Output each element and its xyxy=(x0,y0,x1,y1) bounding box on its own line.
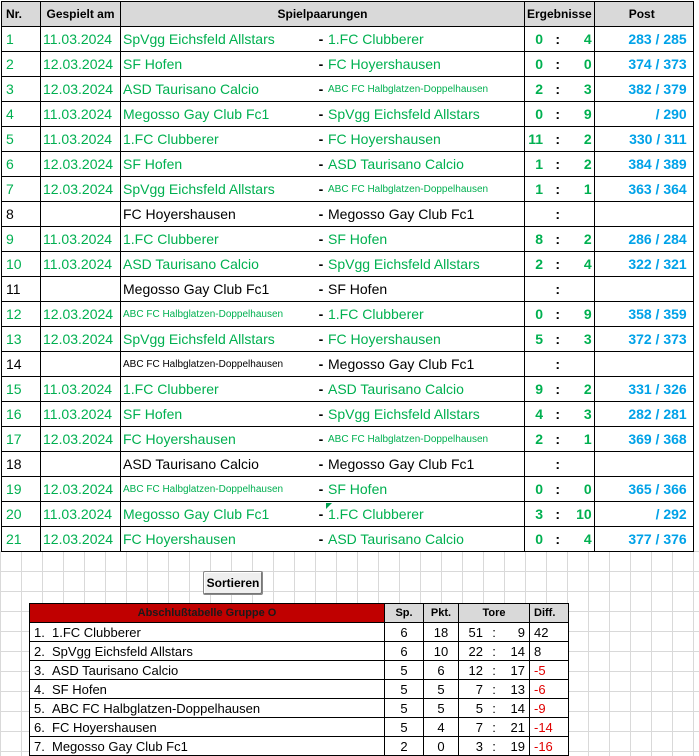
home-team: FC Hoyershausen xyxy=(121,202,317,227)
match-date xyxy=(41,202,121,227)
home-goals: 1 xyxy=(525,152,546,177)
home-goals: 0 xyxy=(525,527,546,552)
away-team: ABC FC Halbglatzen-Doppelhausen xyxy=(326,177,525,202)
home-team: FC Hoyershausen xyxy=(121,527,317,552)
standings-points: 4 xyxy=(424,718,459,737)
standings-games: 5 xyxy=(385,661,424,680)
match-date xyxy=(41,277,121,302)
match-nr: 14 xyxy=(2,352,41,377)
match-nr: 10 xyxy=(2,252,41,277)
match-nr: 11 xyxy=(2,277,41,302)
standings-goals-for: 7 xyxy=(459,718,488,737)
standings-goals-colon: : xyxy=(487,680,501,699)
home-goals xyxy=(525,352,546,377)
home-goals xyxy=(525,452,546,477)
home-goals: 11 xyxy=(525,127,546,152)
standings-goals-against: 21 xyxy=(501,718,530,737)
away-goals xyxy=(570,277,594,302)
pairing-dash: - xyxy=(316,277,326,302)
post-value: 384 / 389 xyxy=(594,152,693,177)
standings-team-name: SF Hofen xyxy=(52,681,107,697)
match-nr: 13 xyxy=(2,327,41,352)
home-team: ABC FC Halbglatzen-Doppelhausen xyxy=(121,352,317,377)
home-goals: 0 xyxy=(525,302,546,327)
col-header-nr: Nr. xyxy=(2,2,41,27)
match-date: 11.03.2024 xyxy=(41,502,121,527)
home-goals xyxy=(525,202,546,227)
home-goals: 5 xyxy=(525,327,546,352)
match-row xyxy=(2,202,694,227)
home-goals xyxy=(525,277,546,302)
post-value: 374 / 373 xyxy=(594,52,693,77)
post-value: 330 / 311 xyxy=(594,127,693,152)
home-goals: 3 xyxy=(525,502,546,527)
post-value xyxy=(594,352,693,377)
standings-team-name: SpVgg Eichsfeld Allstars xyxy=(52,643,193,659)
pairing-dash: - xyxy=(316,302,326,327)
match-row xyxy=(2,352,694,377)
standings-goals-against: 17 xyxy=(501,661,530,680)
match-row xyxy=(2,452,694,477)
away-goals xyxy=(570,202,594,227)
standings-goals-against: 19 xyxy=(501,737,530,756)
match-row xyxy=(2,252,694,277)
match-row xyxy=(2,427,694,452)
pairing-dash: - xyxy=(316,77,326,102)
home-team: FC Hoyershausen xyxy=(121,427,317,452)
post-value: 365 / 366 xyxy=(594,477,693,502)
match-nr: 3 xyxy=(2,77,41,102)
home-team: 1.FC Clubberer xyxy=(121,127,317,152)
col-header-results: Ergebnisse xyxy=(525,2,595,27)
standings-rows xyxy=(30,623,569,756)
away-team: SpVgg Eichsfeld Allstars xyxy=(326,252,525,277)
standings-diff: -6 xyxy=(530,680,569,699)
match-nr: 18 xyxy=(2,452,41,477)
standings-goals-colon: : xyxy=(487,718,501,737)
match-row xyxy=(2,502,694,527)
match-nr: 21 xyxy=(2,527,41,552)
standings-games: 6 xyxy=(385,642,424,661)
standings-team-cell xyxy=(30,680,385,699)
post-value: / 292 xyxy=(594,502,693,527)
standings-rank: 3. xyxy=(34,662,45,678)
standings-goals-colon: : xyxy=(487,623,501,642)
score-colon: : xyxy=(545,52,570,77)
standings-row xyxy=(30,680,569,699)
away-team: SpVgg Eichsfeld Allstars xyxy=(326,102,525,127)
home-goals: 0 xyxy=(525,27,546,52)
match-date: 11.03.2024 xyxy=(41,402,121,427)
post-value: 372 / 373 xyxy=(594,327,693,352)
away-goals: 1 xyxy=(570,427,594,452)
score-colon: : xyxy=(545,452,570,477)
pairing-dash: - xyxy=(316,102,326,127)
match-date: 12.03.2024 xyxy=(41,52,121,77)
standings-team-name: ABC FC Halbglatzen-Doppelhausen xyxy=(52,700,261,716)
match-nr: 17 xyxy=(2,427,41,452)
home-goals: 2 xyxy=(525,77,546,102)
away-goals xyxy=(570,352,594,377)
standings-row xyxy=(30,718,569,737)
home-goals: 0 xyxy=(525,52,546,77)
match-date: 11.03.2024 xyxy=(41,252,121,277)
post-value: 282 / 281 xyxy=(594,402,693,427)
away-goals: 9 xyxy=(570,102,594,127)
home-goals: 0 xyxy=(525,102,546,127)
standings-row xyxy=(30,699,569,718)
pairing-dash: - xyxy=(316,127,326,152)
post-value: 369 / 368 xyxy=(594,427,693,452)
pairing-dash: - xyxy=(316,327,326,352)
standings-goals-for: 51 xyxy=(459,623,488,642)
pairing-dash: - xyxy=(316,402,326,427)
match-row xyxy=(2,77,694,102)
away-goals: 9 xyxy=(570,302,594,327)
standings-diff: -9 xyxy=(530,699,569,718)
standings-diff: -5 xyxy=(530,661,569,680)
match-row xyxy=(2,402,694,427)
match-date: 11.03.2024 xyxy=(41,227,121,252)
home-goals: 1 xyxy=(525,177,546,202)
score-colon: : xyxy=(545,377,570,402)
match-nr: 16 xyxy=(2,402,41,427)
away-team: Megosso Gay Club Fc1 xyxy=(326,352,525,377)
match-row xyxy=(2,177,694,202)
post-value xyxy=(594,202,693,227)
match-nr: 2 xyxy=(2,52,41,77)
match-date: 12.03.2024 xyxy=(41,327,121,352)
standings-row xyxy=(30,623,569,642)
away-team: ASD Taurisano Calcio xyxy=(326,377,525,402)
post-value xyxy=(594,452,693,477)
away-team: Megosso Gay Club Fc1 xyxy=(326,452,525,477)
standings-col-sp: Sp. xyxy=(385,604,424,623)
match-nr: 1 xyxy=(2,27,41,52)
home-goals: 9 xyxy=(525,377,546,402)
match-date: 11.03.2024 xyxy=(41,377,121,402)
pairing-dash: - xyxy=(316,177,326,202)
away-team: 1.FC Clubberer xyxy=(326,502,525,527)
standings-goals-against: 13 xyxy=(501,680,530,699)
away-goals: 2 xyxy=(570,152,594,177)
standings-diff: 8 xyxy=(530,642,569,661)
home-team: SpVgg Eichsfeld Allstars xyxy=(121,27,317,52)
home-team: ABC FC Halbglatzen-Doppelhausen xyxy=(121,302,317,327)
score-colon: : xyxy=(545,202,570,227)
standings-points: 6 xyxy=(424,661,459,680)
standings-games: 5 xyxy=(385,680,424,699)
standings-goals-against: 9 xyxy=(501,623,530,642)
standings-title: Abschlußtabelle Gruppe O xyxy=(30,604,385,623)
score-colon: : xyxy=(545,302,570,327)
standings-team-cell xyxy=(30,642,385,661)
standings-row xyxy=(30,642,569,661)
home-team: SF Hofen xyxy=(121,152,317,177)
pairing-dash: - xyxy=(316,377,326,402)
match-nr: 7 xyxy=(2,177,41,202)
score-colon: : xyxy=(545,277,570,302)
away-goals: 4 xyxy=(570,252,594,277)
match-schedule-table xyxy=(1,1,694,552)
standings-goals-for: 12 xyxy=(459,661,488,680)
score-colon: : xyxy=(545,252,570,277)
standings-goals-for: 22 xyxy=(459,642,488,661)
standings-row xyxy=(30,661,569,680)
standings-diff: 42 xyxy=(530,623,569,642)
home-team: ASD Taurisano Calcio xyxy=(121,252,317,277)
standings-rank: 1. xyxy=(34,624,45,640)
home-goals: 2 xyxy=(525,427,546,452)
score-colon: : xyxy=(545,402,570,427)
home-goals: 4 xyxy=(525,402,546,427)
standings-team-cell xyxy=(30,661,385,680)
match-date: 12.03.2024 xyxy=(41,527,121,552)
away-goals: 3 xyxy=(570,327,594,352)
match-date: 11.03.2024 xyxy=(41,127,121,152)
pairing-dash: - xyxy=(316,477,326,502)
match-row xyxy=(2,377,694,402)
match-row xyxy=(2,477,694,502)
standings-team-cell xyxy=(30,718,385,737)
post-value xyxy=(594,277,693,302)
standings-goals-colon: : xyxy=(487,699,501,718)
standings-rank: 7. xyxy=(34,738,45,754)
score-colon: : xyxy=(545,327,570,352)
score-colon: : xyxy=(545,152,570,177)
away-team: ASD Taurisano Calcio xyxy=(326,527,525,552)
away-goals: 3 xyxy=(570,402,594,427)
standings-team-name: ASD Taurisano Calcio xyxy=(52,662,179,678)
score-colon: : xyxy=(545,102,570,127)
pairing-dash: - xyxy=(316,227,326,252)
col-header-pairings: Spielpaarungen xyxy=(121,2,525,27)
away-goals: 4 xyxy=(570,527,594,552)
standings-goals-colon: : xyxy=(487,642,501,661)
match-nr: 20 xyxy=(2,502,41,527)
pairing-dash: - xyxy=(316,202,326,227)
home-team: Megosso Gay Club Fc1 xyxy=(121,502,317,527)
match-nr: 8 xyxy=(2,202,41,227)
match-rows xyxy=(2,27,694,552)
score-colon: : xyxy=(545,227,570,252)
away-team: FC Hoyershausen xyxy=(326,327,525,352)
away-team: SF Hofen xyxy=(326,227,525,252)
home-goals: 8 xyxy=(525,227,546,252)
match-date: 12.03.2024 xyxy=(41,427,121,452)
score-colon: : xyxy=(545,352,570,377)
post-value: 377 / 376 xyxy=(594,527,693,552)
pairing-dash: - xyxy=(316,252,326,277)
home-team: ABC FC Halbglatzen-Doppelhausen xyxy=(121,477,317,502)
match-date: 12.03.2024 xyxy=(41,177,121,202)
away-goals: 0 xyxy=(570,477,594,502)
away-team: ABC FC Halbglatzen-Doppelhausen xyxy=(326,427,525,452)
pairing-dash: - xyxy=(316,152,326,177)
standings-goals-against: 14 xyxy=(501,642,530,661)
home-team: 1.FC Clubberer xyxy=(121,227,317,252)
match-date: 12.03.2024 xyxy=(41,152,121,177)
score-colon: : xyxy=(545,177,570,202)
match-row xyxy=(2,152,694,177)
pairing-dash: - xyxy=(316,27,326,52)
standings-rank: 5. xyxy=(34,700,45,716)
standings-rank: 2. xyxy=(34,643,45,659)
standings-goals-colon: : xyxy=(487,737,501,756)
match-nr: 19 xyxy=(2,477,41,502)
away-team: SF Hofen xyxy=(326,477,525,502)
match-nr: 15 xyxy=(2,377,41,402)
standings-team-name: 1.FC Clubberer xyxy=(52,624,141,640)
away-goals xyxy=(570,452,594,477)
standings-header-row xyxy=(30,604,569,623)
score-colon: : xyxy=(545,502,570,527)
home-team: SF Hofen xyxy=(121,52,317,77)
match-row xyxy=(2,527,694,552)
standings-col-pkt: Pkt. xyxy=(424,604,459,623)
score-colon: : xyxy=(545,27,570,52)
away-goals: 2 xyxy=(570,227,594,252)
standings-games: 6 xyxy=(385,623,424,642)
score-colon: : xyxy=(545,127,570,152)
match-nr: 5 xyxy=(2,127,41,152)
match-row xyxy=(2,102,694,127)
standings-goals-for: 3 xyxy=(459,737,488,756)
away-team: FC Hoyershausen xyxy=(326,52,525,77)
pairing-dash: - xyxy=(316,352,326,377)
home-goals: 0 xyxy=(525,477,546,502)
away-goals: 0 xyxy=(570,52,594,77)
home-team: Megosso Gay Club Fc1 xyxy=(121,102,317,127)
home-team: ASD Taurisano Calcio xyxy=(121,452,317,477)
standings-rank: 6. xyxy=(34,719,45,735)
match-row xyxy=(2,302,694,327)
match-date xyxy=(41,352,121,377)
match-row xyxy=(2,227,694,252)
standings-table xyxy=(29,603,569,756)
match-row xyxy=(2,277,694,302)
standings-goals-colon: : xyxy=(487,661,501,680)
match-nr: 9 xyxy=(2,227,41,252)
away-goals: 2 xyxy=(570,377,594,402)
home-goals: 2 xyxy=(525,252,546,277)
post-value: 363 / 364 xyxy=(594,177,693,202)
match-date: 12.03.2024 xyxy=(41,477,121,502)
away-team: 1.FC Clubberer xyxy=(326,27,525,52)
post-value: 322 / 321 xyxy=(594,252,693,277)
score-colon: : xyxy=(545,527,570,552)
away-goals: 2 xyxy=(570,127,594,152)
standings-team-cell xyxy=(30,623,385,642)
standings-points: 10 xyxy=(424,642,459,661)
away-goals: 3 xyxy=(570,77,594,102)
home-team: 1.FC Clubberer xyxy=(121,377,317,402)
away-team: ABC FC Halbglatzen-Doppelhausen xyxy=(326,77,525,102)
post-value: 286 / 284 xyxy=(594,227,693,252)
standings-games: 5 xyxy=(385,699,424,718)
match-nr: 12 xyxy=(2,302,41,327)
pairing-dash: - xyxy=(316,527,326,552)
match-row xyxy=(2,327,694,352)
standings-goals-against: 14 xyxy=(501,699,530,718)
away-team: SpVgg Eichsfeld Allstars xyxy=(326,402,525,427)
standings-col-diff: Diff. xyxy=(530,604,569,623)
standings-team-name: FC Hoyershausen xyxy=(52,719,157,735)
home-team: SpVgg Eichsfeld Allstars xyxy=(121,177,317,202)
home-team: ASD Taurisano Calcio xyxy=(121,77,317,102)
score-colon: : xyxy=(545,477,570,502)
standings-rank: 4. xyxy=(34,681,45,697)
match-nr: 6 xyxy=(2,152,41,177)
post-value: 283 / 285 xyxy=(594,27,693,52)
score-colon: : xyxy=(545,77,570,102)
match-date: 11.03.2024 xyxy=(41,27,121,52)
pairing-dash: - xyxy=(316,427,326,452)
match-row xyxy=(2,127,694,152)
col-header-post: Post xyxy=(594,2,693,27)
away-goals: 1 xyxy=(570,177,594,202)
match-row xyxy=(2,27,694,52)
standings-team-name: Megosso Gay Club Fc1 xyxy=(52,738,188,754)
header-row xyxy=(2,2,694,27)
standings-diff: -16 xyxy=(530,737,569,756)
away-team: 1.FC Clubberer xyxy=(326,302,525,327)
home-team: Megosso Gay Club Fc1 xyxy=(121,277,317,302)
standings-games: 2 xyxy=(385,737,424,756)
match-date xyxy=(41,452,121,477)
score-colon: : xyxy=(545,427,570,452)
match-date: 11.03.2024 xyxy=(41,102,121,127)
home-team: SpVgg Eichsfeld Allstars xyxy=(121,327,317,352)
away-goals: 4 xyxy=(570,27,594,52)
post-value: 382 / 379 xyxy=(594,77,693,102)
match-date: 12.03.2024 xyxy=(41,302,121,327)
away-team: SF Hofen xyxy=(326,277,525,302)
cell-comment-marker xyxy=(326,503,332,509)
post-value: / 290 xyxy=(594,102,693,127)
sort-button[interactable]: Sortieren xyxy=(203,571,263,595)
away-goals: 10 xyxy=(570,502,594,527)
away-team: ASD Taurisano Calcio xyxy=(326,152,525,177)
away-team: FC Hoyershausen xyxy=(326,127,525,152)
post-value: 358 / 359 xyxy=(594,302,693,327)
pairing-dash: - xyxy=(316,502,326,527)
pairing-dash: - xyxy=(316,452,326,477)
standings-goals-for: 7 xyxy=(459,680,488,699)
match-row xyxy=(2,52,694,77)
match-date: 12.03.2024 xyxy=(41,77,121,102)
pairing-dash: - xyxy=(316,52,326,77)
col-header-date: Gespielt am xyxy=(41,2,121,27)
away-team: Megosso Gay Club Fc1 xyxy=(326,202,525,227)
post-value: 331 / 326 xyxy=(594,377,693,402)
standings-games: 5 xyxy=(385,718,424,737)
standings-points: 5 xyxy=(424,680,459,699)
home-team: SF Hofen xyxy=(121,402,317,427)
standings-col-tore: Tore xyxy=(459,604,530,623)
standings-team-cell xyxy=(30,699,385,718)
match-nr: 4 xyxy=(2,102,41,127)
standings-points: 5 xyxy=(424,699,459,718)
standings-points: 0 xyxy=(424,737,459,756)
standings-points: 18 xyxy=(424,623,459,642)
standings-goals-for: 5 xyxy=(459,699,488,718)
standings-diff: -14 xyxy=(530,718,569,737)
